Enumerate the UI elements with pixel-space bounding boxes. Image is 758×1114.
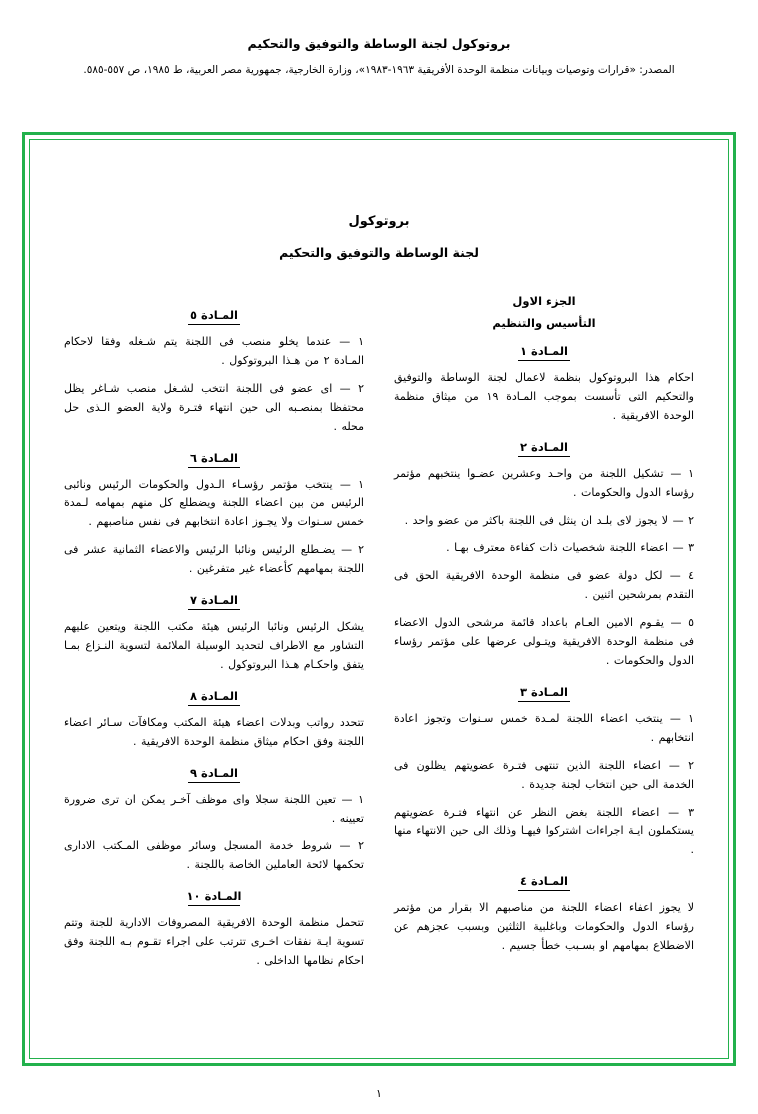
article-heading: المـادة ٣	[394, 685, 694, 702]
article-heading: المـادة ٦	[64, 451, 364, 468]
article-paragraph: ٣ — اعضاء اللجنة شخصيات ذات كفاءة معترف بهـا .	[446, 541, 694, 555]
article-paragraph: تتحدد رواتب وبدلات اعضاء هيئة المكتب ومكافآت سـائر اعضاء اللجنة وفق احكام ميثاق منظمة الوحدة الافريقية .	[64, 715, 364, 748]
article-block	[64, 689, 364, 752]
article-paragraph: ١ — ينتخب اعضاء اللجنة لمـدة خمس سـنوات وتجوز اعادة انتخابهم .	[394, 711, 694, 744]
article-paragraph: ٥ — يقـوم الامين العـام باعداد قائمة مرشحى الدول الاعضاء فى منظمة الوحدة الافريقية ويتـولى عرضها على مؤتمر رؤساء الدول والحكومات .	[394, 616, 694, 667]
article-heading: المـادة ٥	[64, 308, 364, 325]
article-paragraph: لا يجوز اعفاء اعضاء اللجنة من مناصبهم الا بقرار من مؤتمر رؤساء الدول والحكومات وباغلبية الثلثين وبسبب عجزهم عن الاضطلاع بمهامهم او بسـبب خطأ جسيم .	[394, 901, 694, 953]
article-heading: المـادة ٨	[64, 689, 364, 706]
document-source-note: المصدر: «قرارات وتوصيات وبيانات منظمة الوحدة الأفريقية ١٩٦٣-١٩٨٣»، وزارة الخارجية، جمهورية مصر العربية، ط ١٩٨٥، ص ٥٥٧-٥٨٥.	[83, 64, 675, 77]
column-left	[64, 294, 364, 975]
article-paragraph: ٢ — اعضاء اللجنة الذين تنتهى فتـرة عضويتهم يظلون فى الخدمة الى حين انتخاب لجنة جديدة .	[394, 758, 694, 791]
article-paragraph: ٤ — لكل دولة عضو فى منظمة الوحدة الافريقية الحق فى التقدم بمرشحين اثنين .	[394, 569, 694, 602]
article-paragraph: ١ — تعين اللجنة سجلا واى موظف آخـر يمكن ان ترى ضرورة تعيينه .	[64, 792, 364, 825]
article-block	[394, 685, 694, 860]
protocol-heading-line2: لجنة الوساطة والتوفيق والتحكيم	[279, 245, 479, 260]
article-paragraph: ٣ — اعضاء اللجنة بغض النظر عن انتهاء فتـرة عضويتهم يستكملون ايـة اجراءات اشتركوا فيهـا وذلك الى حين الانتهاء منها .	[394, 805, 694, 857]
article-paragraph: ١ — عندما يخلو منصب فى اللجنة يتم شـغله وفقا لاحكام المـادة ٢ من هـذا البروتوكول .	[64, 335, 364, 367]
article-block	[394, 344, 694, 426]
article-heading: المـادة ١	[394, 344, 694, 361]
article-block	[64, 766, 364, 876]
article-heading: المـادة ٧	[64, 593, 364, 610]
article-block	[394, 440, 694, 671]
article-block	[64, 451, 364, 580]
document-page	[0, 36, 758, 1114]
page-number: ١	[376, 1087, 382, 1100]
article-paragraph: احكام هذا البروتوكول بنظمة لاعمال لجنة الوساطة والتوفيق والتحكيم التى تأسست بموجب المـادة ١٩ من ميثاق منظمة الوحدة الافريقية .	[394, 371, 694, 422]
article-paragraph: تتحمل منظمة الوحدة الافريقية المصروفات الادارية للجنة وتتم تسوية ايـة نفقات اخـرى تترتب على اجراء تقـوم بـه اللجنة وفق احكام نظامها الداخلى .	[64, 916, 364, 968]
article-paragraph: يشكل الرئيس ونائبا الرئيس هيئة مكتب اللجنة ويتعين عليهم التشاور مع الاطراف لتحديد الوسيلة الملائمة لتسوية النـزاع بمـا يتفق واحكـام هـذا البروتوكول .	[64, 620, 364, 671]
article-heading: المـادة ٤	[394, 874, 694, 891]
frame-content-area	[29, 139, 729, 1059]
protocol-heading	[64, 214, 694, 260]
article-paragraph: ١ — تشكيل اللجنة من واحـد وعشرين عضـوا ينتخبهم مؤتمر رؤساء الدول والحكومات .	[394, 466, 694, 499]
article-paragraph: ٢ — اى عضو فى اللجنة انتخب لشـغل منصب شـاغر يظل محتفظا بمنصـبه الى حين انتهاء فتـرة ولاية العضو الـذى حل محله .	[64, 381, 364, 433]
article-heading: المـادة ١٠	[64, 889, 364, 906]
article-paragraph: ٢ — يضـطلع الرئيس ونائبا الرئيس والاعضاء الثمانية عشر فى اللجنة بمهامهم كأعضاء غير متفرغين .	[64, 543, 364, 576]
article-paragraph: ١ — ينتخب مؤتمر رؤسـاء الـدول والحكومات الرئيس ونائبى الرئيس من بين اعضاء اللجنة ويضطلع كل منهم بمهامه لـمدة خمس سـنوات ولا يجـوز اعادة انتخابهم فى نفس مناصبهم .	[64, 477, 364, 529]
part-title: الجزء الاول	[512, 294, 576, 308]
article-heading: المـادة ٢	[394, 440, 694, 457]
article-paragraph: ٢ — شروط خدمة المسجل وسائر موظفى المـكتب الادارى تحكمها لائحة العاملين الخاصة باللجنة .	[64, 839, 364, 872]
article-block	[394, 874, 694, 956]
document-title: بروتوكول لجنة الوساطة والتوفيق والتحكيم	[247, 36, 511, 51]
two-column-body	[64, 294, 694, 975]
article-block	[64, 889, 364, 971]
green-border-frame	[22, 132, 736, 1066]
article-block	[64, 593, 364, 675]
article-block	[64, 308, 364, 437]
article-paragraph: ٢ — لا يجوز لاى بلـد ان ينثل فى اللجنة باكثر من عضو واحد .	[404, 513, 694, 527]
part-subtitle: التأسيس والتنظيم	[492, 316, 596, 330]
article-heading: المـادة ٩	[64, 766, 364, 783]
column-right	[394, 294, 694, 960]
protocol-heading-line1: بروتوكول	[348, 214, 410, 229]
